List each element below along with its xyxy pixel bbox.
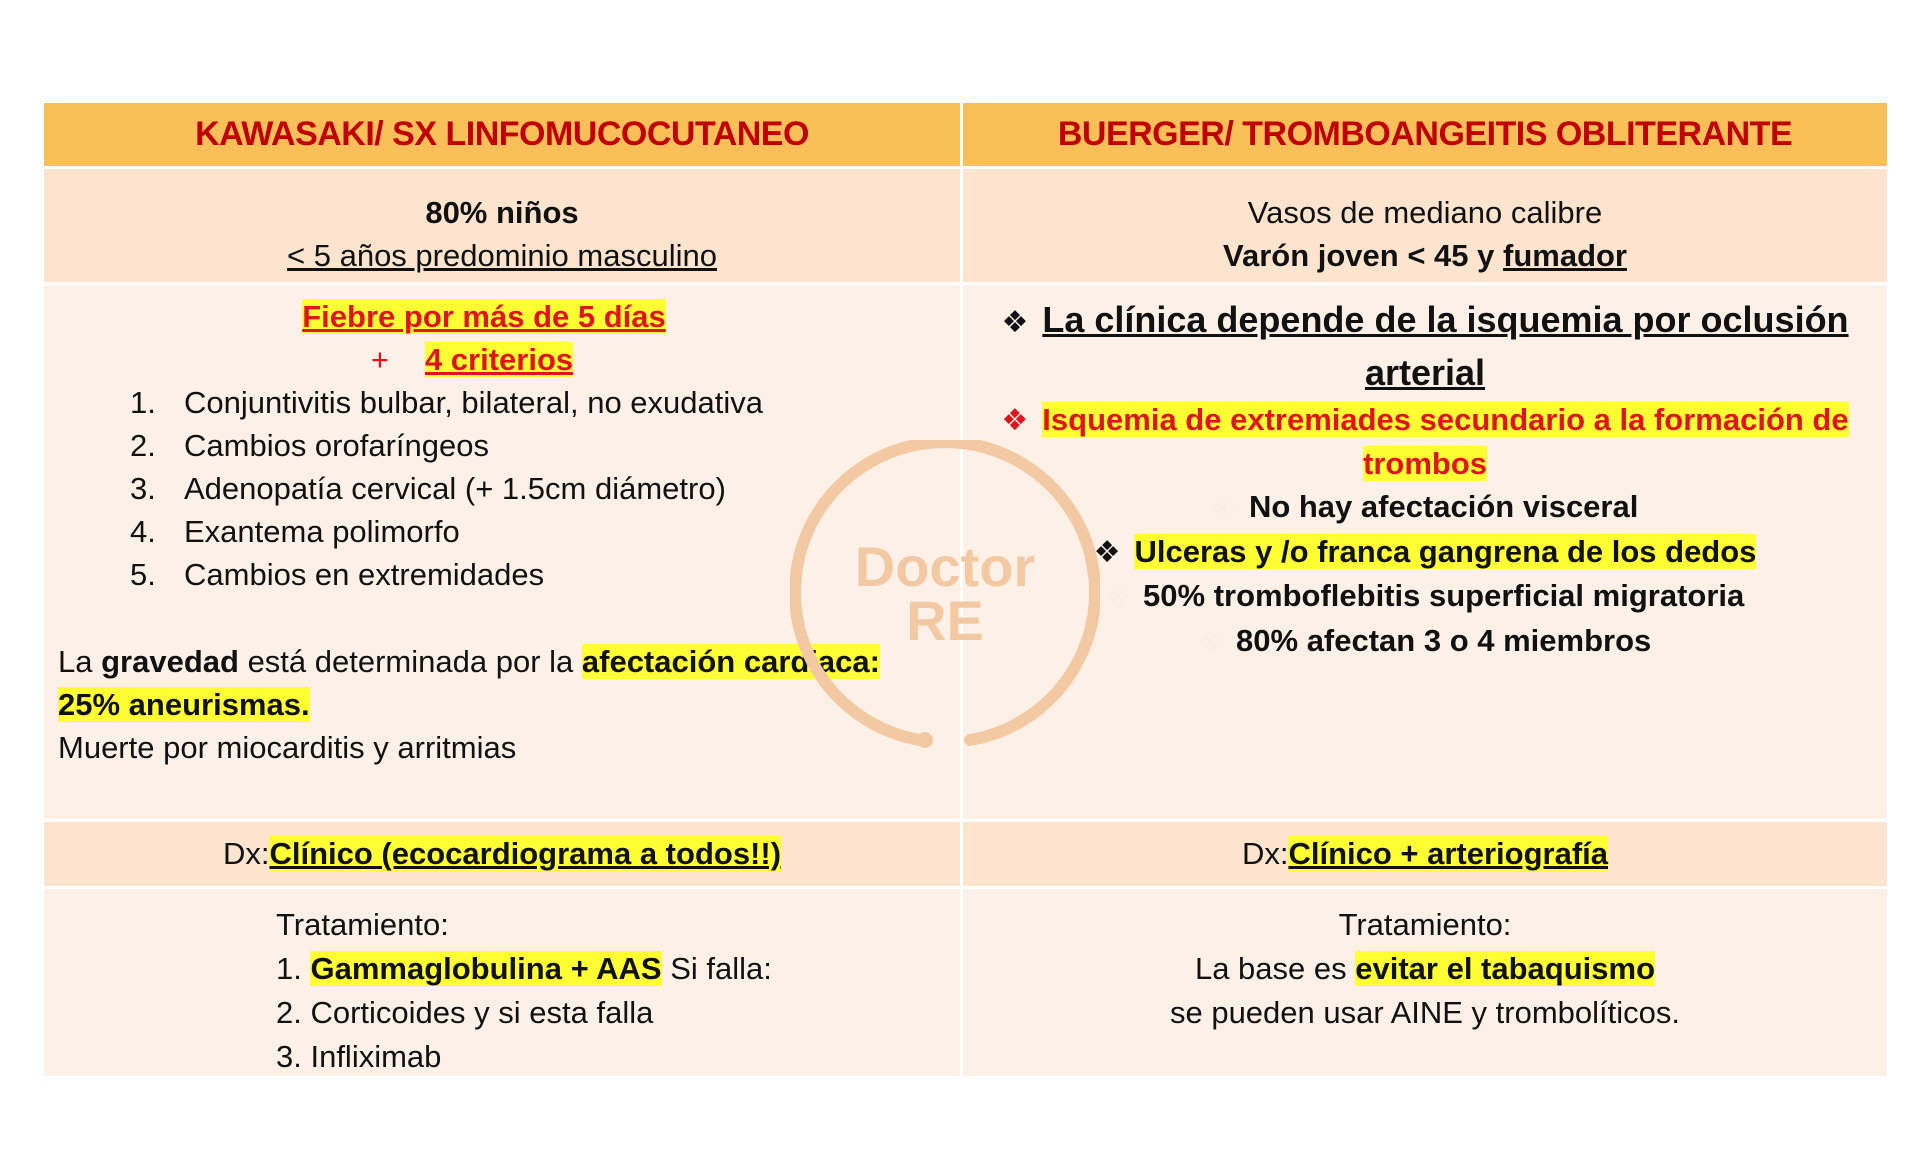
comparison-table xyxy=(44,103,1887,1079)
buerger-patient-profile xyxy=(963,234,1887,277)
kawasaki-treatment xyxy=(44,889,963,1079)
list-number: 2. xyxy=(130,428,156,463)
diamond-bullet-icon: ❖ xyxy=(1001,404,1029,437)
kawasaki-death: Muerte por miocarditis y arritmias xyxy=(58,730,517,765)
severity-text: está determinada por la xyxy=(238,644,582,679)
list-text: Cambios orofaríngeos xyxy=(184,428,489,463)
treatment-step-3: 3. Infliximab xyxy=(276,1039,442,1074)
list-text: Cambios en extremidades xyxy=(184,557,545,592)
kawasaki-epidemiology xyxy=(44,169,963,285)
kawasaki-severity xyxy=(58,640,960,683)
list-item xyxy=(130,553,960,596)
buerger-vessel-size: Vasos de mediano calibre xyxy=(1247,195,1603,230)
buerger-clinical xyxy=(963,285,1887,822)
list-number: 3. xyxy=(130,471,156,506)
list-number: 1. xyxy=(130,385,156,420)
treatment-text: La base es xyxy=(1194,951,1356,986)
buerger-clinical-main: La clínica depende de la isquemia por oclusión arterial xyxy=(1042,299,1849,393)
diamond-bullet-icon: ❖ xyxy=(1093,536,1121,569)
diamond-bullet-icon: ❖ xyxy=(1105,582,1130,612)
buerger-diagnosis xyxy=(963,822,1887,889)
step-number: 1. xyxy=(276,951,311,986)
watermark-line1: Doctor xyxy=(854,535,1036,598)
buerger-limbs: 80% afectan 3 o 4 miembros xyxy=(1236,623,1652,658)
dx-label: Dx: xyxy=(222,836,270,871)
list-number: 5. xyxy=(130,557,156,592)
list-text: Exantema polimorfo xyxy=(184,514,460,549)
kawasaki-criteria: 4 criterios xyxy=(424,342,574,377)
buerger-smoker: fumador xyxy=(1503,238,1627,273)
list-item xyxy=(130,467,960,510)
severity-keyword: gravedad xyxy=(101,644,239,679)
treatment-title: Tratamiento: xyxy=(276,907,449,942)
buerger-ischemia: Isquemia de extremiades secundario a la formación de trombos xyxy=(1042,402,1849,481)
treatment-step-1 xyxy=(276,947,960,991)
step-text: Si falla: xyxy=(661,951,772,986)
buerger-profile-text: Varón joven < 45 y xyxy=(1223,238,1503,273)
treatment-base xyxy=(963,947,1887,991)
kawasaki-age-stat: 80% niños xyxy=(425,195,579,230)
header-kawasaki: KAWASAKI/ SX LINFOMUCOCUTANEO xyxy=(44,103,963,169)
criteria-list xyxy=(130,381,960,596)
kawasaki-age-detail: < 5 años predominio masculino xyxy=(287,238,717,273)
buerger-thrombophlebitis: 50% tromboflebitis superficial migratoria xyxy=(1143,578,1745,613)
kawasaki-clinical xyxy=(44,285,963,822)
diamond-bullet-icon: ❖ xyxy=(1198,627,1223,657)
treatment-step-2: 2. Corticoides y si esta falla xyxy=(276,995,654,1030)
buerger-ulcers: Ulceras y /o franca gangrena de los dedos xyxy=(1134,534,1757,569)
kawasaki-dx-value: Clínico (ecocardiograma a todos!!) xyxy=(269,836,782,871)
buerger-no-visceral: No hay afectación visceral xyxy=(1248,489,1639,524)
severity-text: La xyxy=(58,644,102,679)
list-number: 4. xyxy=(130,514,156,549)
severity-aneurysm: 25% aneurismas. xyxy=(58,687,310,722)
list-item xyxy=(130,510,960,553)
treatment-gammaglobulin: Gammaglobulina + AAS xyxy=(310,951,662,986)
list-text: Adenopatía cervical (+ 1.5cm diámetro) xyxy=(184,471,726,506)
kawasaki-diagnosis xyxy=(44,822,963,889)
list-item xyxy=(130,381,960,424)
watermark-line2: RE xyxy=(906,589,984,652)
buerger-epidemiology xyxy=(963,169,1887,285)
kawasaki-fever: Fiebre por más de 5 días xyxy=(302,299,666,334)
buerger-treatment xyxy=(963,889,1887,1079)
diamond-bullet-icon: ❖ xyxy=(1211,493,1235,523)
plus-sign: + xyxy=(370,342,389,377)
header-buerger: BUERGER/ TROMBOANGEITIS OBLITERANTE xyxy=(963,103,1887,169)
list-item xyxy=(130,424,960,467)
list-text: Conjuntivitis bulbar, bilateral, no exudativa xyxy=(184,385,764,420)
severity-cardiac: afectación cardiaca: xyxy=(581,644,880,679)
treatment-title: Tratamiento: xyxy=(1338,907,1512,942)
treatment-no-smoking: evitar el tabaquismo xyxy=(1355,951,1656,986)
dx-label: Dx: xyxy=(1241,836,1289,871)
buerger-dx-value: Clínico + arteriografía xyxy=(1288,836,1609,871)
diamond-bullet-icon: ❖ xyxy=(1001,306,1029,339)
treatment-options: se pueden usar AINE y trombolíticos. xyxy=(1169,995,1681,1030)
